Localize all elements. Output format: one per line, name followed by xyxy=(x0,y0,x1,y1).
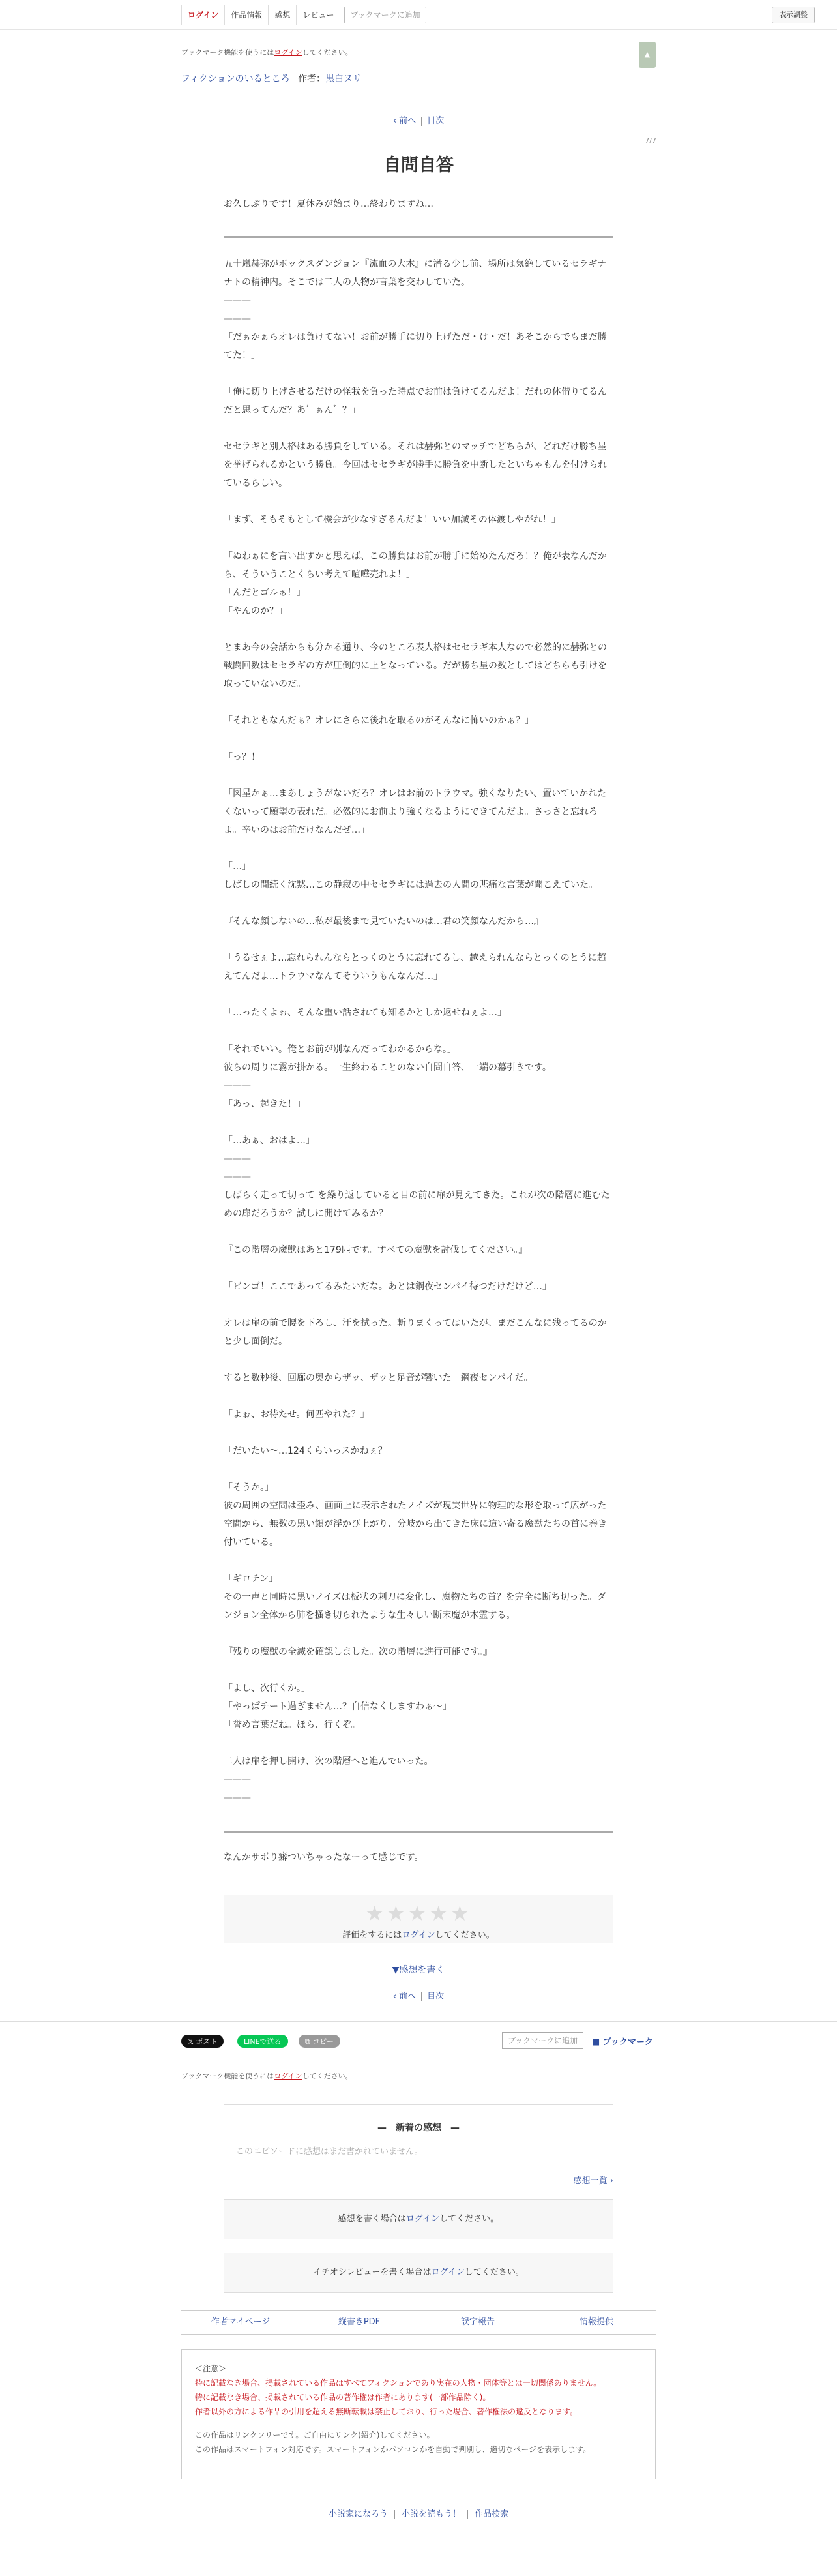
text-line xyxy=(224,1113,613,1131)
text-line xyxy=(224,1424,613,1442)
text-line: 『残りの魔獣の全滅を確認しました。次の階層に進行可能です。』 xyxy=(224,1647,492,1657)
text-line xyxy=(224,1351,613,1369)
display-settings-button[interactable]: 表示調整 xyxy=(772,7,815,23)
text-line xyxy=(224,1551,613,1570)
share-bar xyxy=(0,2021,837,2059)
breadcrumb: フィクションのいるところ 作者：黒白ヌリ xyxy=(181,74,362,84)
text-line: 「だいたい～…124くらいっスかねぇ？」 xyxy=(224,1446,396,1456)
bookmark-add-button[interactable]: ブックマークに追加 xyxy=(502,2032,583,2049)
narou-link[interactable]: 小説家になろう xyxy=(328,2509,388,2519)
review-login-link[interactable]: ログイン xyxy=(431,2268,465,2277)
rating-login-link[interactable]: ログイン xyxy=(402,1930,435,1940)
text-line: 二人は扉を押し開け、次の階層へと進んでいった。 xyxy=(224,1756,433,1767)
review-login-box: イチオシレビューを書く場合はログインしてください。 xyxy=(224,2253,613,2293)
text-line: 「そうか。」 xyxy=(224,1482,274,1493)
text-line: 「それでいい。俺とお前が別なんだってわかるからな。」 xyxy=(224,1044,456,1055)
text-line: 「ギロチン」 xyxy=(224,1574,278,1584)
text-line: 『そんな顔しないの…私が最後まで見ていたいのは…君の笑顔なんだから…』 xyxy=(224,916,543,927)
text-line xyxy=(224,1259,613,1278)
new-kansou-heading: — 新着の感想 — xyxy=(377,2123,460,2133)
scroll-top-button[interactable]: ▲ xyxy=(639,42,656,68)
text-line: 「まず、そもそもとして機会が少なすぎるんだよ！いい加減その体渡しやがれ！」 xyxy=(224,515,561,525)
text-line: ——— xyxy=(224,1793,251,1803)
text-line: 「誉め言葉だね。ほら、行くぞ。」 xyxy=(224,1720,365,1730)
bottom-links xyxy=(0,2507,837,2519)
notice-login-link[interactable]: ログイン xyxy=(274,2072,302,2080)
text-line xyxy=(224,1460,613,1478)
text-line xyxy=(224,766,613,785)
line-share-button[interactable]: LINEで送る xyxy=(237,2035,288,2048)
text-line xyxy=(224,1223,613,1241)
text-line: 「それともなんだぁ？オレにさらに後れを取るのがそんなに怖いのかぁ？」 xyxy=(224,715,534,726)
text-line: その一声と同時に黒いノイズは板状の刺刀に変化し、魔物たちの首？を完全に断ち切った。ダンジョン全体から肺を掻き切られたような生々しい断末魔が木霊する。 xyxy=(224,1592,606,1621)
rating-box: ★★★★★ 評価をするにはログインしてください。 xyxy=(224,1895,613,1943)
text-line: ——— xyxy=(224,1154,251,1164)
text-line: 「図星かぁ…まあしょうがないだろ？オレはお前のトラウマ。強くなりたい、置いていかれたくないって願望の表れだ。必然的にお前より強くなるようにできてんだよ。さっさと忘れろよ。辛いのはお前だけなんだぜ…」 xyxy=(224,788,607,835)
info-report-link[interactable]: 情報提供 xyxy=(579,2317,613,2327)
text-line: セセラギと別人格はある勝負をしている。それは赫弥とのマッチでどちらが、どれだけ勝ち星を挙げられるかという勝負。今回はセセラギが勝手に勝負を中断したといちゃもんを付けられているらしい。 xyxy=(224,442,607,488)
text-line xyxy=(224,1387,613,1405)
toc-link[interactable]: 目次 xyxy=(427,1992,445,2001)
text-line: ——— xyxy=(224,1172,251,1182)
text-line: 「っ？！」 xyxy=(224,752,269,762)
prev-link[interactable]: ‹ 前へ xyxy=(392,1992,417,2001)
series-link[interactable]: フィクションのいるところ xyxy=(181,74,290,84)
text-line: 「んだとゴルぁ！」 xyxy=(224,588,306,598)
kansou-login-link[interactable]: ログイン xyxy=(405,2214,440,2224)
kansou-link[interactable]: 感想 xyxy=(269,5,297,25)
text-line: すると数秒後、回廊の奥からザッ、ザッと足音が響いた。鋼夜センパイだ。 xyxy=(224,1373,533,1383)
text-line: とまあ今の会話からも分かる通り、今のところ表人格はセセラギ本人なので必然的に赫弥との戦闘回数はセセラギの方が圧倒的に上となっている。だが勝ち星の数としてはどちらも引けを取っていないのだ。 xyxy=(224,642,607,689)
text-line: ——— xyxy=(224,295,251,306)
text-line: 「ビンゴ！ここであってるみたいだな。あとは鋼夜センパイ待つだけだけど…」 xyxy=(224,1281,551,1292)
afterword: なんかサボり癖ついちゃったなーって感じです。 xyxy=(224,1852,424,1863)
text-line: 「俺に切り上げさせるだけの怪我を負った時点でお前は負けてるんだよ！だれの体借りてるんだと思ってんだ？あ゛ぁん゛？」 xyxy=(224,387,607,415)
toc-link[interactable]: 目次 xyxy=(427,116,445,126)
author-link[interactable]: 黒白ヌリ xyxy=(325,74,362,84)
text-line xyxy=(224,492,613,511)
text-line: ——— xyxy=(224,1081,251,1091)
write-kansou-link[interactable]: ▼感想を書く xyxy=(392,1965,445,1975)
review-link[interactable]: レビュー xyxy=(297,5,340,25)
text-line xyxy=(224,730,613,748)
divider xyxy=(224,1831,613,1833)
main-text xyxy=(224,255,613,1807)
search-link[interactable]: 作品検索 xyxy=(475,2509,509,2519)
text-line xyxy=(224,620,613,638)
bookmark-link[interactable]: ■ ブックマーク xyxy=(592,2037,653,2047)
typo-report-link[interactable]: 誤字報告 xyxy=(460,2317,495,2327)
text-line: 「…」 xyxy=(224,861,251,872)
text-line: 「ぬわぁにを言い出すかと思えば、この勝負はお前が勝手に始めたんだろ！？俺が表なんだから、そういうことくらい考えて喧嘩売れよ！」 xyxy=(224,551,607,580)
text-line: 「やんのか？」 xyxy=(224,606,287,616)
bookmark-notice: ブックマーク機能を使うにはログインしてください。 xyxy=(181,48,353,57)
text-line xyxy=(224,693,613,711)
text-line: 「だぁかぁらオレは負けてない！お前が勝手に切り上げただ・け・だ！あそこからでもまだ勝てた！」 xyxy=(224,332,607,361)
pager-bottom xyxy=(224,1989,613,2001)
text-line: オレは扉の前で腰を下ろし、汗を拭った。斬りまくってはいたが、まだこんなに残ってるのかと少し面倒だ。 xyxy=(224,1318,607,1347)
episode-title: 自問自答 xyxy=(383,155,454,175)
text-line xyxy=(224,894,613,912)
text-line: ——— xyxy=(224,1775,251,1785)
bookmark-notice: ブックマーク機能を使うにはログインしてください。 xyxy=(181,2072,353,2080)
new-kansou-empty: このエピソードに感想はまだ書かれていません。 xyxy=(236,2147,423,2157)
new-kansou-box xyxy=(224,2104,613,2168)
divider xyxy=(224,236,613,238)
text-line: 「あっ、起きた！」 xyxy=(224,1099,306,1109)
text-line xyxy=(224,1734,613,1752)
text-line xyxy=(224,419,613,438)
text-line: 「うるせぇよ…忘れられんならとっくのとうに忘れてるし、越えられんならとっくのとうに超えてんだよ…トラウマなんてそういうもんなんだ…」 xyxy=(224,953,606,981)
text-line xyxy=(224,985,613,1004)
footer-nav xyxy=(181,2310,656,2335)
prev-link[interactable]: ‹ 前へ xyxy=(392,116,417,126)
text-line: 彼の周囲の空間は歪み、画面上に表示されたノイズが現実世界に物理的な形を取って広がった空間から、無数の黒い鎖が浮かび上がり、分岐から出てきた床に這い寄る魔獣たちの首に巻き付いている。 xyxy=(224,1501,607,1548)
kansou-list-link[interactable]: 感想一覧 › xyxy=(573,2176,613,2186)
top-bar xyxy=(0,0,837,30)
text-line xyxy=(224,529,613,547)
text-line: 「…ったくよぉ、そんな重い話されても知るかとしか返せねぇよ…」 xyxy=(224,1008,507,1018)
page-number: 7/7 xyxy=(645,136,656,145)
text-line: 五十嵐赫弥がボックスダンジョン『流血の大木』に潜る少し前、場所は気絶しているセラギナナトの精神内。そこでは二人の人物が言葉を交わしていた。 xyxy=(224,259,607,288)
text-line: 彼らの周りに霧が掛かる。一生終わることのない自問自答、一端の幕引きです。 xyxy=(224,1062,551,1073)
text-line xyxy=(224,839,613,858)
pager-top xyxy=(181,113,656,126)
text-line: しばらく走って切って を繰り返していると目の前に扉が見えてきた。これが次の階層に進むための扉だろうか？試しに開けてみるか？ xyxy=(224,1190,610,1219)
caution-box: ＜注意＞ 特に記載なき場合、掲載されている作品はすべてフィクションであり実在の人物・団体等とは一切関係ありません。 特に記載なき場合、掲載されている作品の著作権は作者にあります(一部作品除く)。 作者以外の方による作品の引用を超える無断転載は禁止しており、行った場合、著作権法の違反となります。 この作品はリンクフリーです。ご自由にリンク(紹介)してください。 この作品はスマートフォン対応です。スマートフォンかパソコンかを自動で判別し、適切なページを表示します。 xyxy=(181,2349,656,2479)
text-line: 『この階層の魔獣はあと179匹です。すべての魔獣を討伐してください。』 xyxy=(224,1245,528,1255)
text-line: 「よぉ、お待たせ。何匹やれた？」 xyxy=(224,1409,370,1420)
text-line xyxy=(224,1625,613,1643)
bookmark-add-button[interactable]: ブックマークに追加 xyxy=(344,7,426,23)
text-line xyxy=(224,1661,613,1679)
vertical-pdf-link[interactable]: 縦書きPDF xyxy=(338,2317,381,2327)
yomou-link[interactable]: 小説を読もう！ xyxy=(401,2509,461,2519)
foreword: お久しぶりです！夏休みが始まり…終わりますね… xyxy=(224,199,433,209)
author-page-link[interactable]: 作者マイページ xyxy=(211,2317,271,2327)
kansou-login-box: 感想を書く場合はログインしてください。 xyxy=(224,2199,613,2239)
text-line xyxy=(224,1296,613,1314)
text-line: しばしの間続く沈黙…この静寂の中セセラギには過去の人間の悲痛な言葉が聞こえていた。 xyxy=(224,880,598,890)
text-line xyxy=(224,931,613,949)
work-info-link[interactable]: 作品情報 xyxy=(225,5,269,25)
text-line: 「…あぁ、おはよ…」 xyxy=(224,1135,315,1146)
x-post-button[interactable]: 𝕏 ポスト xyxy=(181,2035,224,2048)
login-link[interactable]: ログイン xyxy=(181,5,225,25)
copy-button[interactable]: ⧉ コピー xyxy=(299,2035,340,2048)
text-line: ——— xyxy=(224,314,251,324)
notice-login-link[interactable]: ログイン xyxy=(274,48,302,57)
rating-stars[interactable]: ★★★★★ xyxy=(365,1901,472,1926)
text-line xyxy=(224,365,613,383)
text-line: 「やっぱチート過ぎません…？自信なくしますわぁ～」 xyxy=(224,1701,452,1712)
text-line: 「よし、次行くか。」 xyxy=(224,1683,310,1694)
text-line xyxy=(224,1022,613,1040)
